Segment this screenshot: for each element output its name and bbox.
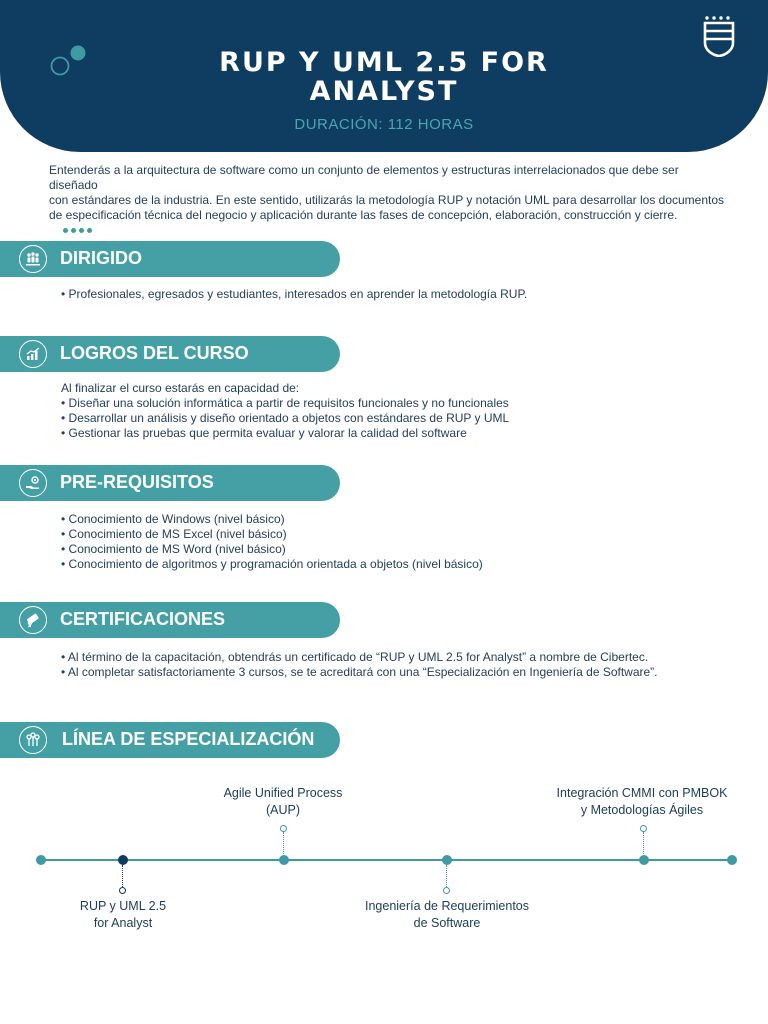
people-group-icon xyxy=(19,245,47,273)
timeline-connector xyxy=(643,832,644,854)
timeline-pin xyxy=(443,887,450,894)
list-intro: Al finalizar el curso estarás en capacidad de: xyxy=(61,381,300,395)
timeline-end-node xyxy=(727,855,737,865)
timeline-connector xyxy=(446,865,447,887)
timeline-course-4: Integración CMMI con PMBOK y Metodologías Ágiles xyxy=(556,786,728,817)
timeline-start-node xyxy=(36,855,46,865)
list-item: • Gestionar las pruebas que permita evaluar y valorar la calidad del software xyxy=(61,426,467,440)
section-title: CERTIFICACIONES xyxy=(60,609,226,629)
list-item: • Conocimiento de Windows (nivel básico) xyxy=(61,512,285,526)
list-item: • Desarrollar un análisis y diseño orientado a objetos con estándares de RUP y UML xyxy=(61,411,510,425)
timeline-course-3: Ingeniería de Requerimientos de Software xyxy=(365,899,529,930)
prerequisitos-list xyxy=(61,512,483,572)
list-item: • Diseñar una solución informática a partir de requisitos funcionales y no funcionales xyxy=(61,396,509,410)
dirigido-list xyxy=(61,287,527,302)
certificate-icon xyxy=(19,606,47,634)
section-header-linea xyxy=(0,722,340,758)
timeline-pin xyxy=(280,825,287,832)
timeline-course-2: Agile Unified Process (AUP) xyxy=(223,786,343,817)
logros-list xyxy=(61,381,509,441)
timeline-pin xyxy=(640,825,647,832)
decorative-dots xyxy=(63,220,95,238)
timeline-node-course-1 xyxy=(118,855,128,865)
timeline-pin xyxy=(119,887,126,894)
shield-logo-icon xyxy=(702,15,736,57)
header-banner xyxy=(0,0,768,152)
timeline-node-course-3 xyxy=(442,855,452,865)
list-item: • Conocimiento de MS Word (nivel básico) xyxy=(61,542,286,556)
section-title: LÍNEA DE ESPECIALIZACIÓN xyxy=(62,729,315,749)
section-header-logros xyxy=(0,336,340,372)
timeline-connector xyxy=(283,832,284,854)
list-item: • Al término de la capacitación, obtendrás un certificado de “RUP y UML 2.5 for Analyst” a nombre de Cibertec. xyxy=(61,650,649,664)
section-header-certificaciones xyxy=(0,602,340,638)
section-title: LOGROS DEL CURSO xyxy=(60,343,249,363)
lightbulbs-icon xyxy=(19,726,47,754)
list-item: • Al completar satisfactoriamente 3 cursos, se te acreditará con una “Especialización en Ingeniería de Software”. xyxy=(61,665,658,679)
list-item: • Conocimiento de algoritmos y programación orientada a objetos (nivel básico) xyxy=(61,557,483,571)
list-item: • Profesionales, egresados y estudiantes, interesados en aprender la metodología RUP. xyxy=(61,287,528,301)
timeline-course-1: RUP y UML 2.5 for Analyst xyxy=(79,899,167,930)
hand-gear-icon xyxy=(19,469,47,497)
timeline-node-course-4 xyxy=(639,855,649,865)
section-title: PRE-REQUISITOS xyxy=(60,472,214,492)
certificaciones-list xyxy=(61,650,658,680)
timeline-connector xyxy=(122,865,123,887)
course-description: Entenderás a la arquitectura de software como un conjunto de elementos y estructuras interrelacionados que debe ser diseñado con estándares de la industria. En este sentido, utilizarás la metodología RUP y notación UML para desarrollar los documentos de especificación técnica del negocio y aplicación durante las fases de concepción, elaboración, construcción y cierre. xyxy=(49,163,725,222)
page-title: RUP Y UML 2.5 FOR ANALYST xyxy=(219,47,549,107)
course-duration: DURACIÓN: 112 HORAS xyxy=(294,116,474,133)
list-item: • Conocimiento de MS Excel (nivel básico) xyxy=(61,527,287,541)
growth-chart-icon xyxy=(19,340,47,368)
section-header-prerequisitos xyxy=(0,465,340,501)
timeline-node-course-2 xyxy=(279,855,289,865)
timeline-axis xyxy=(40,859,732,861)
section-header-dirigido xyxy=(0,241,340,277)
section-title: DIRIGIDO xyxy=(60,248,143,268)
